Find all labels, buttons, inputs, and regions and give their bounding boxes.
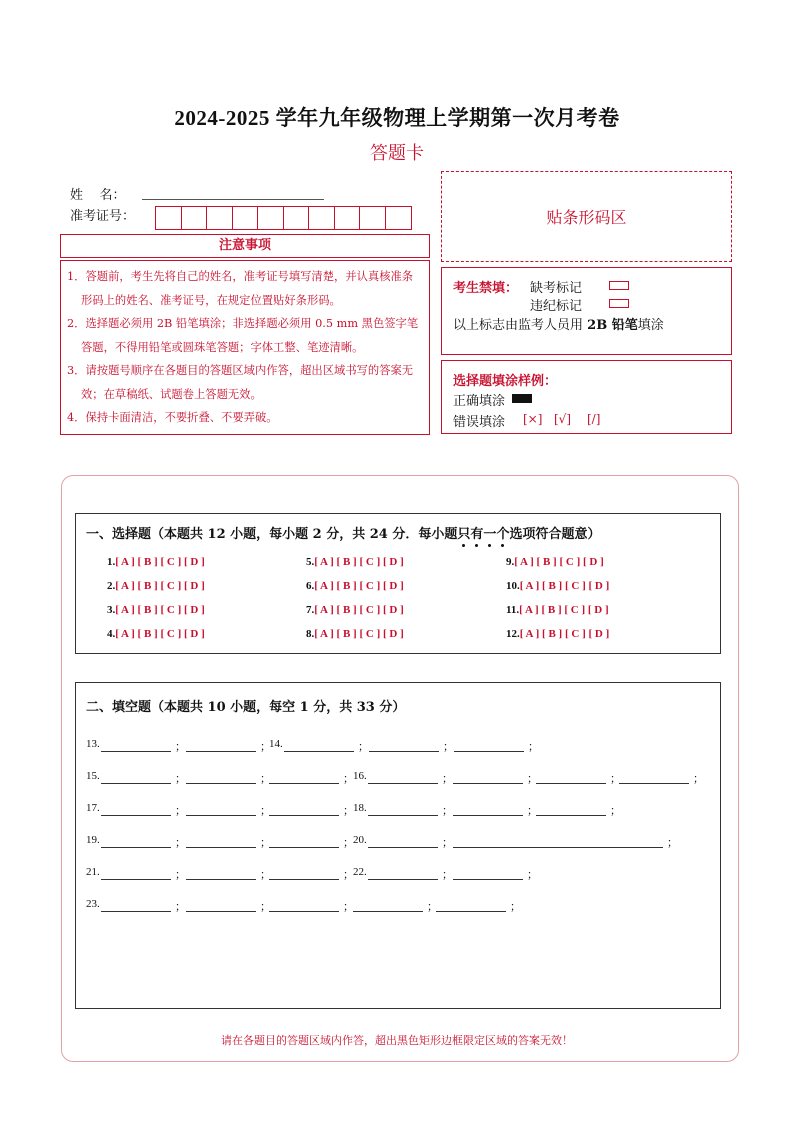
answer-blank[interactable] (101, 751, 171, 752)
answer-options[interactable]: [ A ] [ B ] [ C ] [ D ] (115, 604, 205, 616)
id-digit-box[interactable] (258, 207, 284, 229)
question-number: 6. (306, 580, 315, 592)
separator: ； (443, 741, 454, 753)
separator: ； (667, 837, 678, 849)
section-fill-title: 二、填空题（本题共 10 小题，每空 1 分，共 33 分） (86, 700, 406, 715)
separator: ； (343, 837, 354, 849)
question-number: 7. (306, 604, 315, 616)
forbid-note-text: 以上标志由监考人员用 (453, 318, 584, 333)
separator: ； (175, 741, 186, 753)
id-digit-box[interactable] (360, 207, 386, 229)
id-digit-box[interactable] (207, 207, 233, 229)
answer-blank[interactable] (186, 911, 256, 912)
answer-blank[interactable] (369, 751, 439, 752)
wrong-mark-1: [×] (523, 412, 543, 426)
page-subtitle: 答题卡 (370, 143, 424, 164)
violation-mark-box[interactable] (609, 296, 629, 311)
answer-blank[interactable] (454, 751, 524, 752)
separator: ； (510, 901, 521, 913)
emphasis-char: 一 (483, 523, 496, 542)
answer-options[interactable]: [ A ] [ B ] [ C ] [ D ] (514, 556, 604, 568)
choice-question-8[interactable] (306, 628, 404, 640)
answer-blank[interactable] (619, 783, 689, 784)
id-label: 准考证号： (70, 209, 136, 224)
emphasis-char: 个 (496, 523, 509, 542)
fill-question-label: 20. (353, 834, 367, 846)
answer-blank[interactable] (284, 751, 354, 752)
forbid-title: 考生禁填： (453, 281, 519, 296)
question-number: 3. (107, 604, 116, 616)
question-number: 1. (107, 556, 116, 568)
fill-question-label: 16. (353, 770, 367, 782)
separator: ； (260, 869, 271, 881)
section-choice-title-emphasis (457, 527, 509, 542)
answer-blank[interactable] (368, 783, 438, 784)
fill-sample-box (441, 360, 732, 434)
choice-question-4[interactable] (107, 628, 205, 640)
answer-blank[interactable] (453, 815, 523, 816)
separator: ； (260, 837, 271, 849)
notice-item: 2．选择题必须用 2B 铅笔填涂；非选择题必须用 0.5 mm 黑色签字笔答题，不得用铅笔或圆珠笔答题；字体工整、笔迹清晰。 (67, 317, 419, 354)
absent-label: 缺考标记 (530, 281, 583, 296)
footer-note: 请在各题目的答题区域内作答，超出黑色矩形边框限定区域的答案无效！ (221, 1034, 573, 1047)
id-digit-box[interactable] (233, 207, 259, 229)
answer-blank[interactable] (536, 783, 606, 784)
fill-question-label: 13. (86, 738, 100, 750)
id-digit-box[interactable] (335, 207, 361, 229)
choice-question-9[interactable] (506, 556, 604, 568)
wrong-mark-2: [√] (554, 412, 572, 426)
answer-options[interactable]: [ A ] [ B ] [ C ] [ D ] (314, 628, 404, 640)
separator: ； (610, 773, 621, 785)
separator: ； (260, 805, 271, 817)
choice-question-10[interactable] (506, 580, 609, 592)
emphasis-char: 有 (470, 523, 483, 542)
fill-question-label: 23. (86, 898, 100, 910)
id-digit-box[interactable] (156, 207, 182, 229)
choice-question-2[interactable] (107, 580, 205, 592)
id-digit-box[interactable] (182, 207, 208, 229)
notice-title: 注意事项 (60, 234, 430, 258)
separator: ； (693, 773, 704, 785)
answer-options[interactable]: [ A ] [ B ] [ C ] [ D ] (519, 628, 610, 640)
section-choice-title (86, 523, 600, 542)
separator: ； (442, 837, 453, 849)
separator: ； (343, 869, 354, 881)
answer-blank[interactable] (101, 783, 171, 784)
separator: ； (427, 901, 438, 913)
choice-question-12[interactable] (506, 628, 609, 640)
answer-blank[interactable] (269, 815, 339, 816)
answer-blank[interactable] (353, 911, 423, 912)
answer-blank[interactable] (536, 815, 606, 816)
answer-blank[interactable] (101, 911, 171, 912)
separator: ； (175, 901, 186, 913)
separator: ； (343, 773, 354, 785)
fill-question-label: 19. (86, 834, 100, 846)
wrong-label: 错误填涂 (453, 415, 506, 430)
separator: ； (343, 901, 354, 913)
choice-question-7[interactable] (306, 604, 404, 616)
choice-question-3[interactable] (107, 604, 205, 616)
id-digit-box[interactable] (309, 207, 335, 229)
section-choice-title-text: 一、选择题（本题共 12 小题，每小题 2 分，共 24 分．每小题 (86, 527, 458, 542)
separator: ； (260, 741, 271, 753)
fill-question-label: 21. (86, 866, 100, 878)
separator: ； (260, 773, 271, 785)
separator: ； (175, 869, 186, 881)
answer-blank[interactable] (101, 847, 171, 848)
separator: ； (442, 869, 453, 881)
answer-blank[interactable] (186, 879, 256, 880)
separator: ； (442, 773, 453, 785)
id-digit-box[interactable] (386, 207, 412, 229)
violation-label: 违纪标记 (530, 299, 583, 314)
choice-question-6[interactable] (306, 580, 404, 592)
name-label: 姓 名： (70, 188, 126, 203)
choice-question-5[interactable] (306, 556, 404, 568)
answer-blank[interactable] (453, 847, 663, 848)
separator: ； (527, 805, 538, 817)
notice-body (60, 260, 430, 435)
answer-blank[interactable] (269, 911, 339, 912)
question-number: 2. (107, 580, 116, 592)
fill-question-label: 15. (86, 770, 100, 782)
forbid-note (453, 314, 664, 333)
answer-options[interactable]: [ A ] [ B ] [ C ] [ D ] (314, 556, 404, 568)
answer-blank[interactable] (186, 847, 256, 848)
examiner-only-box (441, 267, 732, 355)
section-choice-title-end: 选项符合题意） (509, 527, 601, 542)
correct-label: 正确填涂 (453, 394, 506, 409)
wrong-mark-3: [/] (587, 412, 601, 426)
answer-blank[interactable] (269, 783, 339, 784)
notice-item: 3．请按题号顺序在各题目的答题区域内作答，超出区域书写的答案无效；在草稿纸、试题卷上答题无效。 (67, 364, 414, 401)
page-title: 2024-2025 学年九年级物理上学期第一次月考卷 (174, 106, 620, 130)
answer-options[interactable]: [ A ] [ B ] [ C ] [ D ] (314, 580, 404, 592)
separator: ； (527, 773, 538, 785)
forbid-note-bold: 2B 铅笔 (587, 318, 638, 333)
separator: ； (260, 901, 271, 913)
forbid-note-end: 填涂 (637, 318, 664, 333)
choice-question-1[interactable] (107, 556, 205, 568)
separator: ； (343, 805, 354, 817)
answer-options[interactable]: [ A ] [ B ] [ C ] [ D ] (115, 556, 205, 568)
answer-blank[interactable] (453, 879, 523, 880)
choice-question-11[interactable] (506, 604, 609, 616)
question-number: 11. (506, 604, 520, 616)
separator: ； (175, 837, 186, 849)
barcode-area (441, 171, 732, 262)
answer-blank[interactable] (101, 815, 171, 816)
separator: ； (442, 805, 453, 817)
section-choice (75, 513, 721, 654)
answer-blank[interactable] (269, 847, 339, 848)
answer-blank[interactable] (368, 847, 438, 848)
separator: ； (175, 773, 186, 785)
answer-blank[interactable] (368, 815, 438, 816)
question-number: 8. (306, 628, 315, 640)
notice-item: 1．答题前，考生先将自己的姓名，准考证号填写清楚，并认真核准条形码上的姓名、准考证号，在规定位置贴好条形码。 (67, 270, 414, 307)
answer-blank[interactable] (186, 783, 256, 784)
separator: ； (528, 741, 539, 753)
correct-fill-sample (512, 394, 532, 403)
question-number: 12. (506, 628, 520, 640)
separator: ； (610, 805, 621, 817)
notice-item: 4．保持卡面清洁，不要折叠、不要弄破。 (67, 411, 278, 424)
fill-question-label: 14. (269, 738, 283, 750)
answer-options[interactable]: [ A ] [ B ] [ C ] [ D ] (115, 580, 205, 592)
name-field[interactable] (142, 199, 324, 200)
answer-blank[interactable] (436, 911, 506, 912)
question-number: 4. (107, 628, 116, 640)
emphasis-char: 只 (457, 523, 470, 542)
question-number: 5. (306, 556, 315, 568)
answer-blank[interactable] (186, 815, 256, 816)
answer-options[interactable]: [ A ] [ B ] [ C ] [ D ] (519, 580, 610, 592)
answer-blank[interactable] (101, 879, 171, 880)
question-number: 9. (506, 556, 515, 568)
question-number: 10. (506, 580, 520, 592)
answer-blank[interactable] (453, 783, 523, 784)
fill-question-label: 22. (353, 866, 367, 878)
answer-blank[interactable] (186, 751, 256, 752)
section-fill (75, 682, 721, 1009)
fill-question-label: 18. (353, 802, 367, 814)
separator: ； (175, 805, 186, 817)
answer-options[interactable]: [ A ] [ B ] [ C ] [ D ] (314, 604, 404, 616)
answer-blank[interactable] (269, 879, 339, 880)
id-digit-box[interactable] (284, 207, 310, 229)
answer-blank[interactable] (368, 879, 438, 880)
separator: ； (358, 741, 369, 753)
answer-options[interactable]: [ A ] [ B ] [ C ] [ D ] (115, 628, 205, 640)
barcode-label: 贴条形码区 (546, 208, 627, 227)
id-number-boxes[interactable] (155, 206, 412, 230)
answer-options[interactable]: [ A ] [ B ] [ C ] [ D ] (519, 604, 609, 616)
separator: ； (527, 869, 538, 881)
sample-title: 选择题填涂样例： (453, 374, 558, 389)
absent-mark-box[interactable] (609, 278, 629, 293)
fill-question-label: 17. (86, 802, 100, 814)
